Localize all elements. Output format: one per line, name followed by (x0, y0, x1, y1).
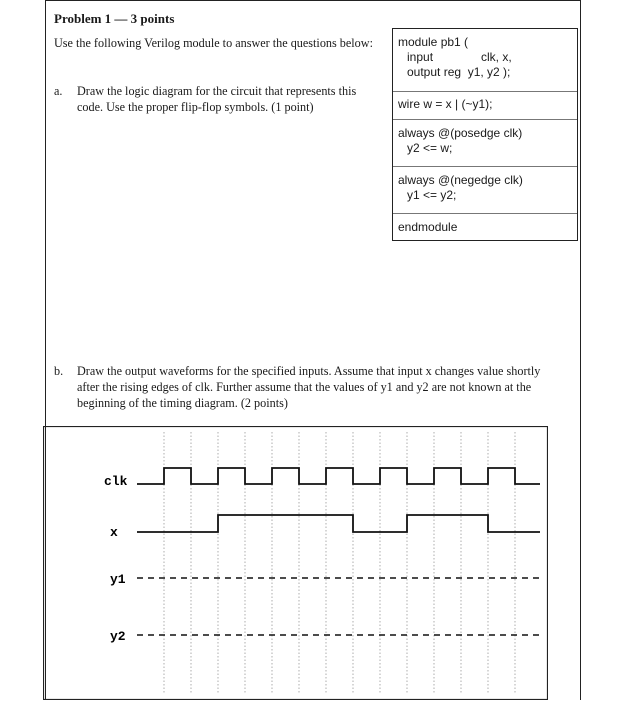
question-a-marker: a. (54, 84, 63, 98)
code-line-y2-assign: y2 <= w; (407, 141, 453, 155)
clk-waveform (137, 468, 540, 484)
timing-diagram (43, 426, 548, 700)
verilog-code-box (392, 28, 578, 241)
code-line-wire: wire w = x | (~y1); (398, 97, 493, 111)
code-separator (393, 213, 577, 214)
question-b-marker: b. (54, 364, 64, 378)
code-separator (393, 119, 577, 120)
timing-gridlines (164, 432, 515, 694)
question-a-text: Draw the logic diagram for the circuit that represents this code. Use the proper flip-flop symbols. (1 point) (77, 84, 357, 114)
code-line-output: output reg y1, y2 ); (407, 65, 511, 79)
problem-intro: Use the following Verilog module to answer the questions below: (54, 36, 373, 50)
code-separator (393, 91, 577, 92)
code-line-y1-assign: y1 <= y2; (407, 188, 457, 202)
code-line-module: module pb1 ( (398, 35, 469, 49)
code-line-always-posedge: always @(posedge clk) (398, 126, 523, 140)
code-line-input-keyword: input (407, 50, 434, 64)
code-line-always-negedge: always @(negedge clk) (398, 173, 523, 187)
x-waveform (137, 515, 540, 532)
problem-title: Problem 1 — 3 points (54, 11, 175, 26)
x-label: x (110, 525, 118, 540)
code-line-input-args: clk, x, (481, 50, 512, 64)
code-line-endmodule: endmodule (398, 220, 458, 234)
question-b-text: Draw the output waveforms for the specified inputs. Assume that input x changes value shortly after the rising edges of clk. Further assume that the values of y1 and y2 are not known at the beginning of the timing diagram. (2 points) (77, 364, 541, 410)
y1-label: y1 (110, 572, 126, 587)
code-separator (393, 166, 577, 167)
clk-label: clk (104, 474, 128, 489)
y2-label: y2 (110, 629, 126, 644)
timing-diagram-svg (43, 426, 548, 700)
